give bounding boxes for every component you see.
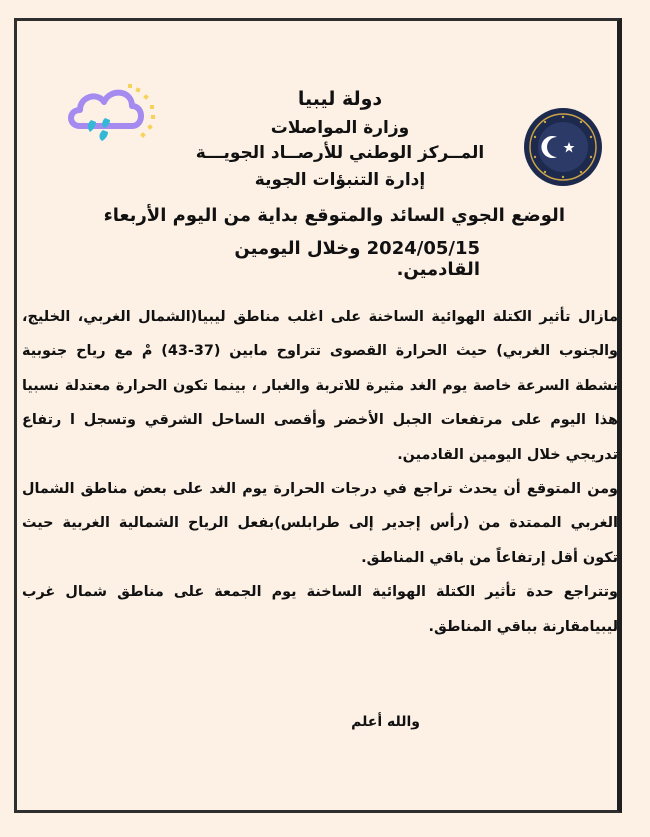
center-name: المــركز الوطني للأرصــاد الجويـــة xyxy=(195,143,485,163)
forecast-paragraph-2: ومن المتوقع أن يحدث تراجع في درجات الحرارة يوم الغد على بعض مناطق الشمال الغربي الممتدة من (رأس إجدير إلى طرابلس)بفعل الرياح الشمالية الغربية حيث تكون أقل إرتفاعاً من باقي المناطق. xyxy=(22,481,618,566)
forecast-paragraph-1: مازال تأثير الكتلة الهوائية الساخنة على اغلب مناطق ليبيا(الشمال الغربي، الخليج، والجنوب الغربي) حيث الحرارة القصوى تتراوح مابين (37-43) مْ مع رياح جنوبية نشطة السرعة خاصة يوم الغد مثيرة للاتربة والغبار ، بينما تكون الحرارة معتدلة نسبيا هذا اليوم على مرتفعات الجبل الأخضر وأقصى الساحل الشرقي وتسجل ا رتفاع تدريجي خلال اليومين القادمين. xyxy=(22,309,618,463)
forecast-paragraph-3: وتتراجع حدة تأثير الكتلة الهوائية الساخنة يوم الجمعة على مناطق شمال غرب ليبيامقارنة بباقي المناطق. xyxy=(22,584,618,635)
weather-cloud-rain-icon xyxy=(66,82,158,144)
forecast-body xyxy=(22,300,618,644)
meteorological-center-emblem xyxy=(523,107,603,187)
bulletin-title-line1: الوضع الجوي السائد والمتوقع بداية من اليوم الأربعاء xyxy=(103,205,565,226)
bulletin-title-line2: 2024/05/15 وخلال اليومين القادمين. xyxy=(234,238,480,280)
state-name: دولة ليبيا xyxy=(297,88,383,110)
ministry-name: وزارة المواصلات xyxy=(270,118,410,138)
closing-phrase: والله أعلم xyxy=(351,714,420,730)
department-name: إدارة التنبؤات الجوية xyxy=(254,170,426,190)
